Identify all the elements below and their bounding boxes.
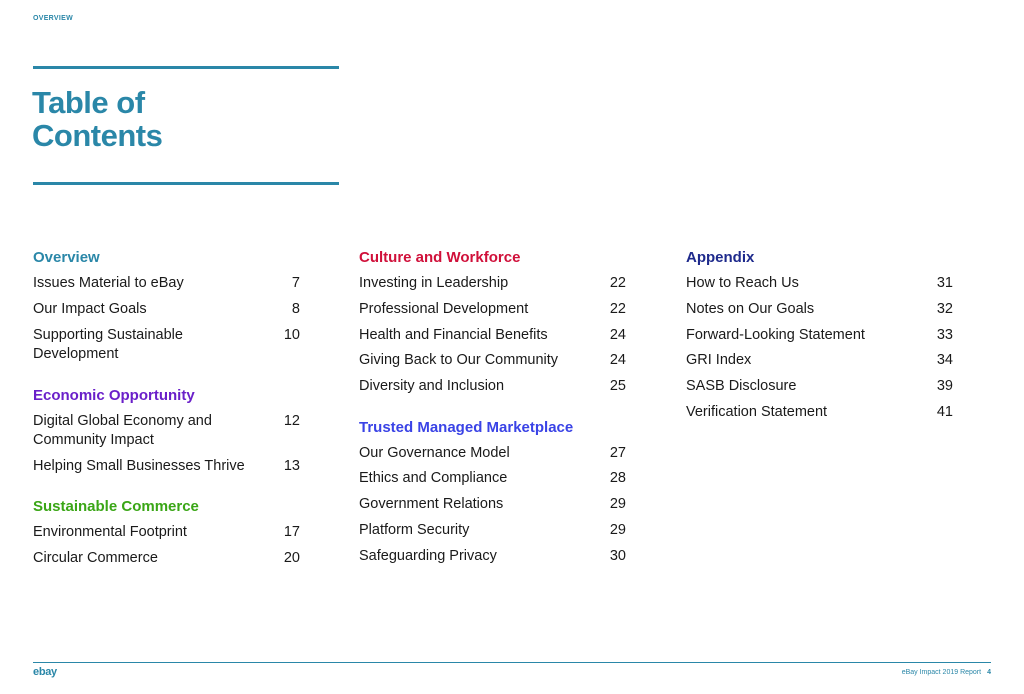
title-line-2: Contents [32,118,163,153]
toc-entry[interactable] [33,457,300,477]
toc-entry[interactable] [686,351,953,371]
toc-entry[interactable] [686,300,953,320]
toc-entry-label: Our Governance Model [359,444,510,461]
toc-entry[interactable] [359,377,626,397]
toc-entry-label: Notes on Our Goals [686,300,815,317]
toc-entry-label: Investing in Leadership [359,275,509,291]
toc-entry-label: Platform Security [359,522,470,539]
toc-entry-label: Environmental Footprint [33,524,187,541]
top-rule [33,66,339,69]
toc-entry-label: Supporting Sustainable Development [33,326,183,363]
section-trusted-marketplace [359,418,626,567]
toc-entry-page: 39 [936,378,953,395]
section-heading[interactable]: Overview [33,249,100,266]
toc-entry-page: 28 [609,470,626,487]
ebay-logo: ebay [33,666,57,678]
section-heading[interactable]: Culture and Workforce [359,249,521,266]
toc-entry[interactable] [686,274,953,294]
toc-entry-page: 25 [609,378,626,395]
toc-entry-page: 34 [936,352,953,369]
section-heading[interactable]: Sustainable Commerce [33,498,199,516]
toc-entry-page: 17 [283,524,300,541]
toc-entry-label: Helping Small Businesses Thrive [33,457,245,474]
toc-entry-page: 8 [291,300,300,317]
toc-entry-label: Issues Material to eBay [33,275,184,291]
toc-entry-label: How to Reach Us [686,275,799,291]
toc-entry-page: 22 [609,300,626,317]
toc-column-2 [359,248,626,587]
toc-entry-label: Professional Development [359,300,529,317]
section-overview [33,248,300,365]
toc-entry[interactable] [359,469,626,489]
footer-rule [33,662,991,663]
eyebrow-label: OVERVIEW [33,15,74,22]
section-culture-workforce [359,248,626,397]
toc-entry[interactable] [686,377,953,397]
toc-entry-label: Ethics and Compliance [359,470,508,487]
toc-entry-label: Health and Financial Benefits [359,326,548,343]
section-heading[interactable]: Appendix [686,249,755,266]
section-heading[interactable]: Trusted Managed Marketplace [359,418,574,436]
toc-entry-label: Forward-Looking Statement [686,326,865,343]
section-economic-opportunity [33,386,300,477]
toc-entry[interactable] [359,444,626,464]
toc-entry-page: 29 [609,496,626,513]
toc-entry[interactable] [359,521,626,541]
toc-entry-page: 10 [283,326,300,343]
toc-entry[interactable] [359,547,626,567]
toc-entry[interactable] [359,495,626,515]
toc-entry[interactable] [33,523,300,543]
toc-entry-page: 32 [936,300,953,317]
toc-entry-label: Diversity and Inclusion [359,378,505,395]
toc-entry-label: Circular Commerce [33,550,158,567]
toc-entry[interactable] [33,412,300,451]
toc-entry-page: 30 [609,547,626,564]
page-title [32,86,162,152]
toc-entry[interactable] [33,549,300,569]
toc-entry-page: 27 [609,444,626,461]
toc-entry[interactable] [359,274,626,294]
toc-entry-page: 29 [609,522,626,539]
title-line-1: Table of [32,85,145,120]
toc-entry-page: 7 [291,275,300,291]
toc-entry-label: Our Impact Goals [33,300,147,317]
toc-entry[interactable] [359,351,626,371]
toc-entry-label: GRI Index [686,352,752,369]
toc-entry-label: SASB Disclosure [686,378,797,395]
toc-entry[interactable] [686,403,953,423]
toc-column-1 [33,248,300,590]
section-heading[interactable]: Economic Opportunity [33,386,195,404]
toc-entry[interactable] [33,300,300,320]
toc-entry-page: 20 [283,550,300,567]
toc-entry[interactable] [686,326,953,346]
footer-report-label [902,669,991,676]
toc-entry-page: 13 [283,457,300,474]
toc-entry[interactable] [359,300,626,320]
toc-entry-page: 24 [609,326,626,343]
toc-entry-label: Giving Back to Our Community [359,352,559,369]
toc-entry-page: 41 [936,403,953,420]
section-sustainable-commerce [33,497,300,568]
toc-entry-label: Verification Statement [686,403,828,420]
toc-column-3 [686,248,953,443]
footer-page-number: 4 [987,669,991,676]
toc-entry-page: 22 [609,275,626,291]
toc-entry[interactable] [33,274,300,294]
toc-entry-label: Safeguarding Privacy [359,547,497,564]
toc-entry[interactable] [359,326,626,346]
toc-entry-page: 12 [283,412,300,429]
toc-entry[interactable] [33,326,300,365]
toc-entry-label: Digital Global Economy and Community Impact [33,412,212,449]
title-rule [33,182,339,185]
section-appendix [686,248,953,422]
footer-report-title: eBay Impact 2019 Report [901,669,982,676]
toc-entry-label: Government Relations [359,496,504,513]
toc-entry-page: 31 [936,275,953,291]
toc-entry-page: 24 [609,352,626,369]
toc-entry-page: 33 [936,326,953,343]
